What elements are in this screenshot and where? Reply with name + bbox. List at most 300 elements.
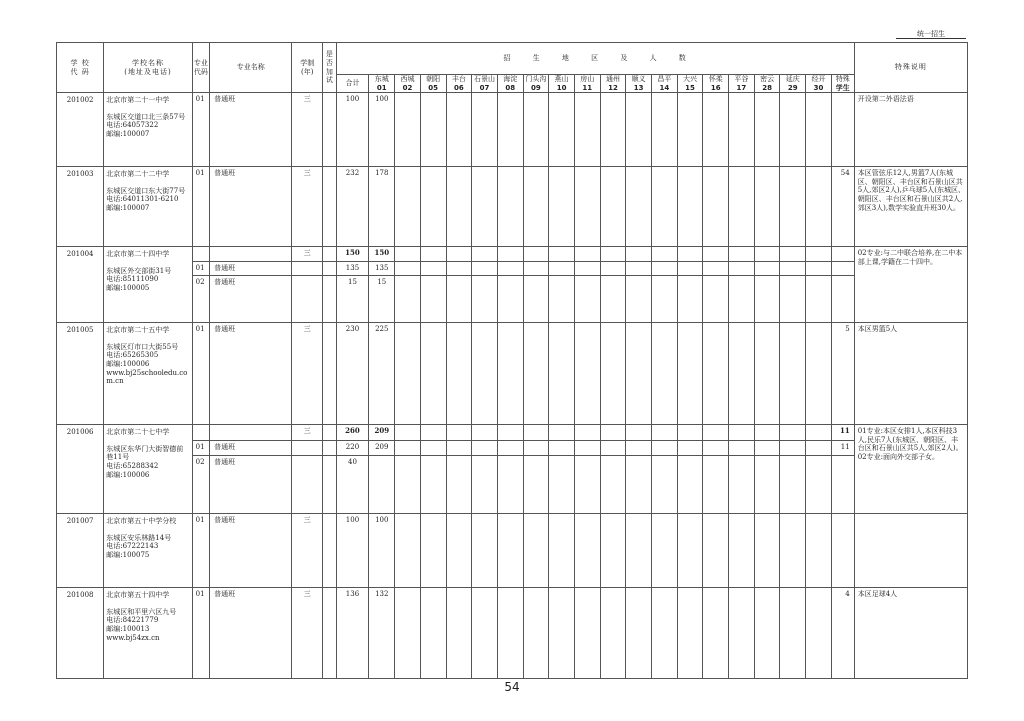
- school-code: 201007: [57, 514, 104, 588]
- region-count: [806, 247, 832, 262]
- school-phone: 电话:64011301-6210: [106, 195, 179, 204]
- region-count: [523, 456, 549, 514]
- region-count: [806, 323, 832, 425]
- region-count: [420, 425, 446, 441]
- region-count: [754, 323, 780, 425]
- header-region: [472, 75, 498, 93]
- region-count: [574, 514, 600, 588]
- region-count: [395, 441, 421, 456]
- region-count: [395, 276, 421, 323]
- bonus-test: [323, 425, 336, 441]
- region-count: [754, 262, 780, 276]
- region-count: [549, 456, 575, 514]
- region-count: [652, 167, 678, 247]
- region-count: [549, 323, 575, 425]
- school-address: 东城区东华门大街智德前巷11号: [106, 444, 184, 462]
- major-name: 普通班: [210, 588, 292, 679]
- region-count: [523, 247, 549, 262]
- region-count: [395, 262, 421, 276]
- duration: 三: [292, 167, 323, 247]
- duration: [292, 276, 323, 323]
- region-count: [652, 262, 678, 276]
- bonus-test: [323, 588, 336, 679]
- region-count: [652, 247, 678, 262]
- region-count: [677, 93, 703, 167]
- region-count: [806, 441, 832, 456]
- header-region-name: 特殊: [835, 75, 850, 83]
- school-postcode: 邮编:100006: [106, 359, 150, 368]
- region-count: [780, 247, 806, 262]
- region-count: [472, 514, 498, 588]
- region-count: [497, 514, 523, 588]
- region-count: [729, 441, 755, 456]
- dongcheng-count: [369, 456, 395, 514]
- header-region-name: 海淀: [503, 75, 518, 83]
- region-count: [600, 588, 626, 679]
- region-count: [729, 276, 755, 323]
- bonus-test: [323, 93, 336, 167]
- region-count: [754, 425, 780, 441]
- region-count: [574, 425, 600, 441]
- school-phone: 电话:67222143: [106, 542, 159, 551]
- special-count: 11: [831, 441, 854, 456]
- region-count: [420, 167, 446, 247]
- header-region: [677, 75, 703, 93]
- region-count: [574, 262, 600, 276]
- duration: [292, 456, 323, 514]
- region-count: [600, 93, 626, 167]
- region-count: [472, 588, 498, 679]
- major-code: 01: [192, 588, 209, 679]
- region-count: [549, 167, 575, 247]
- header-region-name: 房山: [580, 75, 595, 83]
- dongcheng-count: 209: [369, 425, 395, 441]
- header-region-code: 14: [659, 83, 670, 92]
- header-region-code: 30: [813, 83, 824, 92]
- major-code: 01: [192, 167, 209, 247]
- school-info: [104, 588, 192, 679]
- region-count: [420, 93, 446, 167]
- table-row: [57, 456, 968, 514]
- header-region-name: 顺义: [631, 75, 646, 83]
- region-count: [729, 588, 755, 679]
- major-name: 普通班: [210, 262, 292, 276]
- school-address: 东城区交道口北三条57号: [106, 112, 186, 121]
- school-code: 201003: [57, 167, 104, 247]
- dongcheng-count: 15: [369, 276, 395, 323]
- school-postcode: 邮编:100007: [106, 203, 150, 212]
- region-count: [703, 456, 729, 514]
- region-count: [395, 247, 421, 262]
- dongcheng-count: 132: [369, 588, 395, 679]
- duration: 三: [292, 425, 323, 441]
- duration: 三: [292, 514, 323, 588]
- region-count: [420, 323, 446, 425]
- school-postcode: 邮编:100005: [106, 283, 150, 292]
- total-count: 100: [336, 514, 369, 588]
- region-count: [472, 167, 498, 247]
- region-count: [395, 425, 421, 441]
- school-code: 201006: [57, 425, 104, 514]
- school-phone: 电话:84221779: [106, 616, 159, 625]
- header-special-remarks: 特殊说明: [854, 43, 967, 93]
- school-address: 东城区外交部街31号: [106, 266, 172, 275]
- region-count: [677, 323, 703, 425]
- region-count: [549, 93, 575, 167]
- school-code: 201002: [57, 93, 104, 167]
- major-name: 普通班: [210, 276, 292, 323]
- enrollment-table: [56, 42, 968, 679]
- region-count: [497, 262, 523, 276]
- region-count: [780, 441, 806, 456]
- region-count: [420, 262, 446, 276]
- header-region-name: 密云: [760, 75, 775, 83]
- school-website: www.bj25schooledu.com.cn: [106, 368, 188, 386]
- region-count: [446, 247, 472, 262]
- header-region: [369, 75, 395, 93]
- header-region-code: 09: [531, 83, 541, 92]
- school-phone: 电话:64057322: [106, 121, 159, 130]
- header-region-code: 08: [505, 83, 516, 92]
- top-right-label: 统一招生: [917, 30, 945, 38]
- region-count: [600, 425, 626, 441]
- region-count: [523, 514, 549, 588]
- region-count: [780, 93, 806, 167]
- header-region: [395, 75, 421, 93]
- region-count: [626, 456, 652, 514]
- special-remark: 开设第二外语法语: [854, 93, 967, 167]
- total-count: 232: [336, 167, 369, 247]
- region-count: [703, 276, 729, 323]
- region-count: [574, 93, 600, 167]
- region-count: [652, 441, 678, 456]
- dongcheng-count: 225: [369, 323, 395, 425]
- region-count: [780, 262, 806, 276]
- region-count: [677, 247, 703, 262]
- region-count: [420, 456, 446, 514]
- header-region-code: 01: [376, 83, 387, 92]
- header-region-name: 燕山: [554, 75, 569, 83]
- region-count: [806, 588, 832, 679]
- header-major-code: 专业代码: [192, 43, 209, 93]
- header-region: [780, 75, 806, 93]
- table-row: [57, 323, 968, 425]
- dongcheng-count: 100: [369, 93, 395, 167]
- header-region-code: 28: [762, 83, 772, 92]
- school-info: [104, 425, 192, 514]
- region-count: [420, 247, 446, 262]
- major-name: 普通班: [210, 441, 292, 456]
- header-region-code: 10: [556, 83, 567, 92]
- special-remark: 本区男篮5人: [854, 323, 967, 425]
- region-count: [549, 425, 575, 441]
- region-count: [806, 514, 832, 588]
- header-region-name: 昌平: [657, 75, 672, 83]
- major-code: 01: [192, 323, 209, 425]
- header-region-code: 12: [608, 83, 618, 92]
- region-count: [446, 425, 472, 441]
- header-region: [446, 75, 472, 93]
- duration: 三: [292, 323, 323, 425]
- table-row: [57, 247, 968, 262]
- bonus-test: [323, 247, 336, 262]
- special-remark: 01专业:本区女排1人,本区科技3人,民乐7人(东城区、朝阳区、丰台区和石景山区共5人,郊区2人)。02专业:面向外交部子女。: [854, 425, 967, 514]
- header-region: [420, 75, 446, 93]
- region-count: [574, 276, 600, 323]
- school-info: [104, 247, 192, 323]
- header-region: [574, 75, 600, 93]
- region-count: [395, 93, 421, 167]
- header-region-code: 06: [453, 83, 464, 92]
- header-region-name: 丰台: [451, 75, 466, 83]
- major-name: 普通班: [210, 167, 292, 247]
- region-count: [677, 262, 703, 276]
- header-region: [497, 75, 523, 93]
- region-count: [472, 93, 498, 167]
- header-region-name: 西城: [400, 75, 415, 83]
- region-count: [729, 514, 755, 588]
- header-duration: 学制 (年): [292, 43, 323, 93]
- region-count: [754, 456, 780, 514]
- region-count: [497, 588, 523, 679]
- school-name: 北京市第二十四中学: [106, 250, 170, 259]
- duration: 三: [292, 247, 323, 262]
- region-count: [703, 323, 729, 425]
- header-major-name: 专业名称: [210, 43, 292, 93]
- region-count: [523, 425, 549, 441]
- header-region-code: 17: [736, 83, 747, 92]
- school-name: 北京市第二十七中学: [106, 428, 170, 437]
- major-code: 02: [192, 456, 209, 514]
- header-region-name: 大兴: [683, 75, 698, 83]
- duration: 三: [292, 588, 323, 679]
- school-name: 北京市第二十一中学: [106, 96, 170, 105]
- school-address: 东城区和平里六区九号: [106, 607, 177, 616]
- region-count: [472, 441, 498, 456]
- region-count: [395, 323, 421, 425]
- header-region-name: 石景山: [474, 75, 496, 83]
- region-count: [703, 514, 729, 588]
- region-count: [549, 514, 575, 588]
- header-school-code: 学 校 代 码: [57, 43, 104, 93]
- school-address: 东城区安乐林路14号: [106, 533, 172, 542]
- major-code: 01: [192, 441, 209, 456]
- region-count: [523, 588, 549, 679]
- region-count: [677, 441, 703, 456]
- duration: [292, 262, 323, 276]
- region-count: [497, 276, 523, 323]
- region-count: [806, 456, 832, 514]
- table-row: [57, 441, 968, 456]
- header-region: [523, 75, 549, 93]
- header-region: [626, 75, 652, 93]
- bonus-test: [323, 514, 336, 588]
- table-row: [57, 167, 968, 247]
- special-count: [831, 276, 854, 323]
- region-count: [549, 262, 575, 276]
- total-count: 15: [336, 276, 369, 323]
- total-count: 100: [336, 93, 369, 167]
- region-count: [626, 514, 652, 588]
- region-count: [472, 425, 498, 441]
- region-count: [523, 323, 549, 425]
- bonus-test: [323, 262, 336, 276]
- header-region-code: 学生: [835, 83, 850, 92]
- region-count: [806, 93, 832, 167]
- bonus-test: [323, 456, 336, 514]
- region-count: [472, 456, 498, 514]
- header-region-code: 07: [479, 83, 490, 92]
- region-count: [780, 323, 806, 425]
- major-code: 01: [192, 93, 209, 167]
- region-count: [626, 247, 652, 262]
- region-count: [574, 167, 600, 247]
- region-count: [626, 323, 652, 425]
- header-region: [549, 75, 575, 93]
- header-region-name: 朝阳: [426, 75, 441, 83]
- bonus-test: [323, 167, 336, 247]
- special-count: [831, 456, 854, 514]
- region-count: [652, 588, 678, 679]
- school-phone: 电话:65288342: [106, 461, 159, 470]
- region-count: [652, 456, 678, 514]
- total-count: 230: [336, 323, 369, 425]
- table-row: [57, 276, 968, 323]
- region-count: [446, 588, 472, 679]
- region-count: [600, 167, 626, 247]
- region-count: [652, 425, 678, 441]
- total-count: 260: [336, 425, 369, 441]
- major-code: [192, 425, 209, 441]
- header-region-code: 29: [787, 83, 798, 92]
- header-school-name: 学校名称 (地址及电话): [104, 43, 192, 93]
- special-count: [831, 514, 854, 588]
- region-count: [395, 588, 421, 679]
- header-region: [754, 75, 780, 93]
- special-count: [831, 262, 854, 276]
- region-count: [497, 456, 523, 514]
- header-region: [806, 75, 832, 93]
- region-count: [574, 323, 600, 425]
- region-count: [600, 441, 626, 456]
- school-phone: 电话:85111090: [106, 275, 159, 284]
- major-name: 普通班: [210, 456, 292, 514]
- header-region-name: 门头沟: [525, 75, 547, 83]
- region-count: [780, 514, 806, 588]
- region-count: [549, 441, 575, 456]
- region-count: [549, 588, 575, 679]
- major-code: [192, 247, 209, 262]
- region-count: [472, 276, 498, 323]
- school-info: [104, 514, 192, 588]
- region-count: [523, 167, 549, 247]
- region-count: [395, 456, 421, 514]
- school-website: www.bj54zx.cn: [106, 633, 160, 642]
- special-remark: 本区管弦乐12人,男篮7人(东城区、朝阳区、丰台区和石景山区共5人,郊区2人),乒乓球5人(东城区、朝阳区、丰台区和石景山区共2人,郊区3人),数学实验直升班30人。: [854, 167, 967, 247]
- school-name: 北京市第五十中学分校: [106, 517, 177, 526]
- header-region-group: 招 生 地 区 及 人 数: [336, 43, 854, 75]
- school-info: [104, 323, 192, 425]
- region-count: [652, 276, 678, 323]
- major-name: [210, 247, 292, 262]
- dongcheng-count: 178: [369, 167, 395, 247]
- region-count: [549, 247, 575, 262]
- region-count: [754, 441, 780, 456]
- region-count: [626, 441, 652, 456]
- top-right-rule: [896, 38, 966, 39]
- region-count: [600, 276, 626, 323]
- region-count: [446, 276, 472, 323]
- special-count: 54: [831, 167, 854, 247]
- table-row: [57, 588, 968, 679]
- region-count: [472, 323, 498, 425]
- school-name: 北京市第二十五中学: [106, 326, 170, 335]
- special-count: 11: [831, 425, 854, 441]
- region-count: [729, 456, 755, 514]
- bonus-test: [323, 323, 336, 425]
- header-region-name: 延庆: [785, 75, 800, 83]
- region-count: [729, 247, 755, 262]
- region-count: [754, 167, 780, 247]
- region-count: [703, 167, 729, 247]
- region-count: [523, 441, 549, 456]
- school-code: 201004: [57, 247, 104, 323]
- header-region-code: 11: [582, 83, 593, 92]
- school-code: 201005: [57, 323, 104, 425]
- region-count: [574, 456, 600, 514]
- major-name: 普通班: [210, 514, 292, 588]
- dongcheng-count: 150: [369, 247, 395, 262]
- total-count: 150: [336, 247, 369, 262]
- school-postcode: 邮编:100007: [106, 129, 150, 138]
- region-count: [497, 441, 523, 456]
- region-count: [472, 262, 498, 276]
- region-count: [549, 276, 575, 323]
- header-region-code: 02: [402, 83, 413, 92]
- region-count: [677, 456, 703, 514]
- region-count: [420, 441, 446, 456]
- region-count: [497, 93, 523, 167]
- region-count: [446, 323, 472, 425]
- region-count: [729, 93, 755, 167]
- table-row: [57, 514, 968, 588]
- header-region-code: 16: [710, 83, 721, 92]
- region-count: [677, 514, 703, 588]
- region-count: [626, 167, 652, 247]
- region-count: [780, 588, 806, 679]
- major-code: 01: [192, 262, 209, 276]
- header-region: [729, 75, 755, 93]
- school-code: 201008: [57, 588, 104, 679]
- region-count: [420, 276, 446, 323]
- table-row: [57, 425, 968, 441]
- region-count: [446, 456, 472, 514]
- region-count: [703, 441, 729, 456]
- header-bonus-test: 是否加试: [323, 43, 336, 93]
- school-info: [104, 93, 192, 167]
- region-count: [446, 441, 472, 456]
- region-count: [729, 262, 755, 276]
- region-count: [472, 247, 498, 262]
- header-region: [600, 75, 626, 93]
- school-phone: 电话:65265305: [106, 351, 159, 360]
- header-region-name: 平谷: [734, 75, 749, 83]
- region-count: [677, 588, 703, 679]
- school-name: 北京市第五十四中学: [106, 591, 170, 600]
- region-count: [780, 167, 806, 247]
- school-postcode: 邮编:100013: [106, 624, 150, 633]
- school-address: 东城区交道口东大街77号: [106, 186, 186, 195]
